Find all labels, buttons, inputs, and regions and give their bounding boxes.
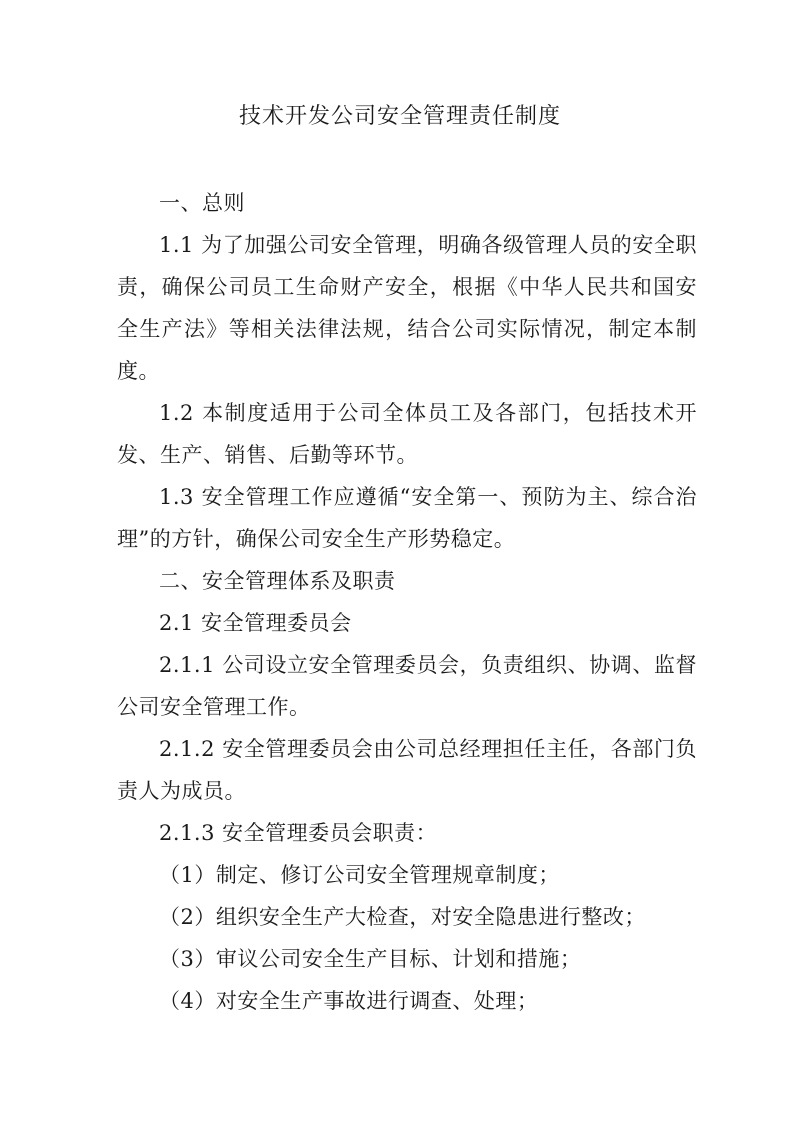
document-body: [117, 182, 697, 1022]
list-item: （1）制定、修订公司安全管理规章制度；: [159, 863, 560, 887]
paragraph: 2.1.2 安全管理委员会由公司总经理担任主任，各部门负责人为成员。: [117, 737, 697, 803]
subsection-heading: 2.1 安全管理委员会: [159, 611, 352, 635]
list-item: （4）对安全生产事故进行调查、处理；: [159, 989, 539, 1013]
page-title: 技术开发公司安全管理责任制度: [238, 104, 561, 129]
paragraph: 1.1 为了加强公司安全管理，明确各级管理人员的安全职责，确保公司员工生命财产安全，根据《中华人民共和国安全生产法》等相关法律法规，结合公司实际情况，制定本制度。: [117, 233, 697, 383]
paragraph: 1.3 安全管理工作应遵循“安全第一、预防为主、综合治理”的方针，确保公司安全生产形势稳定。: [117, 485, 697, 551]
section-heading: 二、安全管理体系及职责: [159, 569, 396, 593]
list-item: （2）组织安全生产大检查，对安全隐患进行整改；: [159, 905, 646, 929]
section-heading: 一、总则: [159, 191, 245, 215]
paragraph: 2.1.3 安全管理委员会职责：: [159, 821, 438, 845]
paragraph: 1.2 本制度适用于公司全体员工及各部门，包括技术开发、生产、销售、后勤等环节。: [117, 401, 697, 467]
list-item: （3）审议公司安全生产目标、计划和措施；: [159, 947, 582, 971]
paragraph: 2.1.1 公司设立安全管理委员会，负责组织、协调、监督公司安全管理工作。: [117, 653, 697, 719]
